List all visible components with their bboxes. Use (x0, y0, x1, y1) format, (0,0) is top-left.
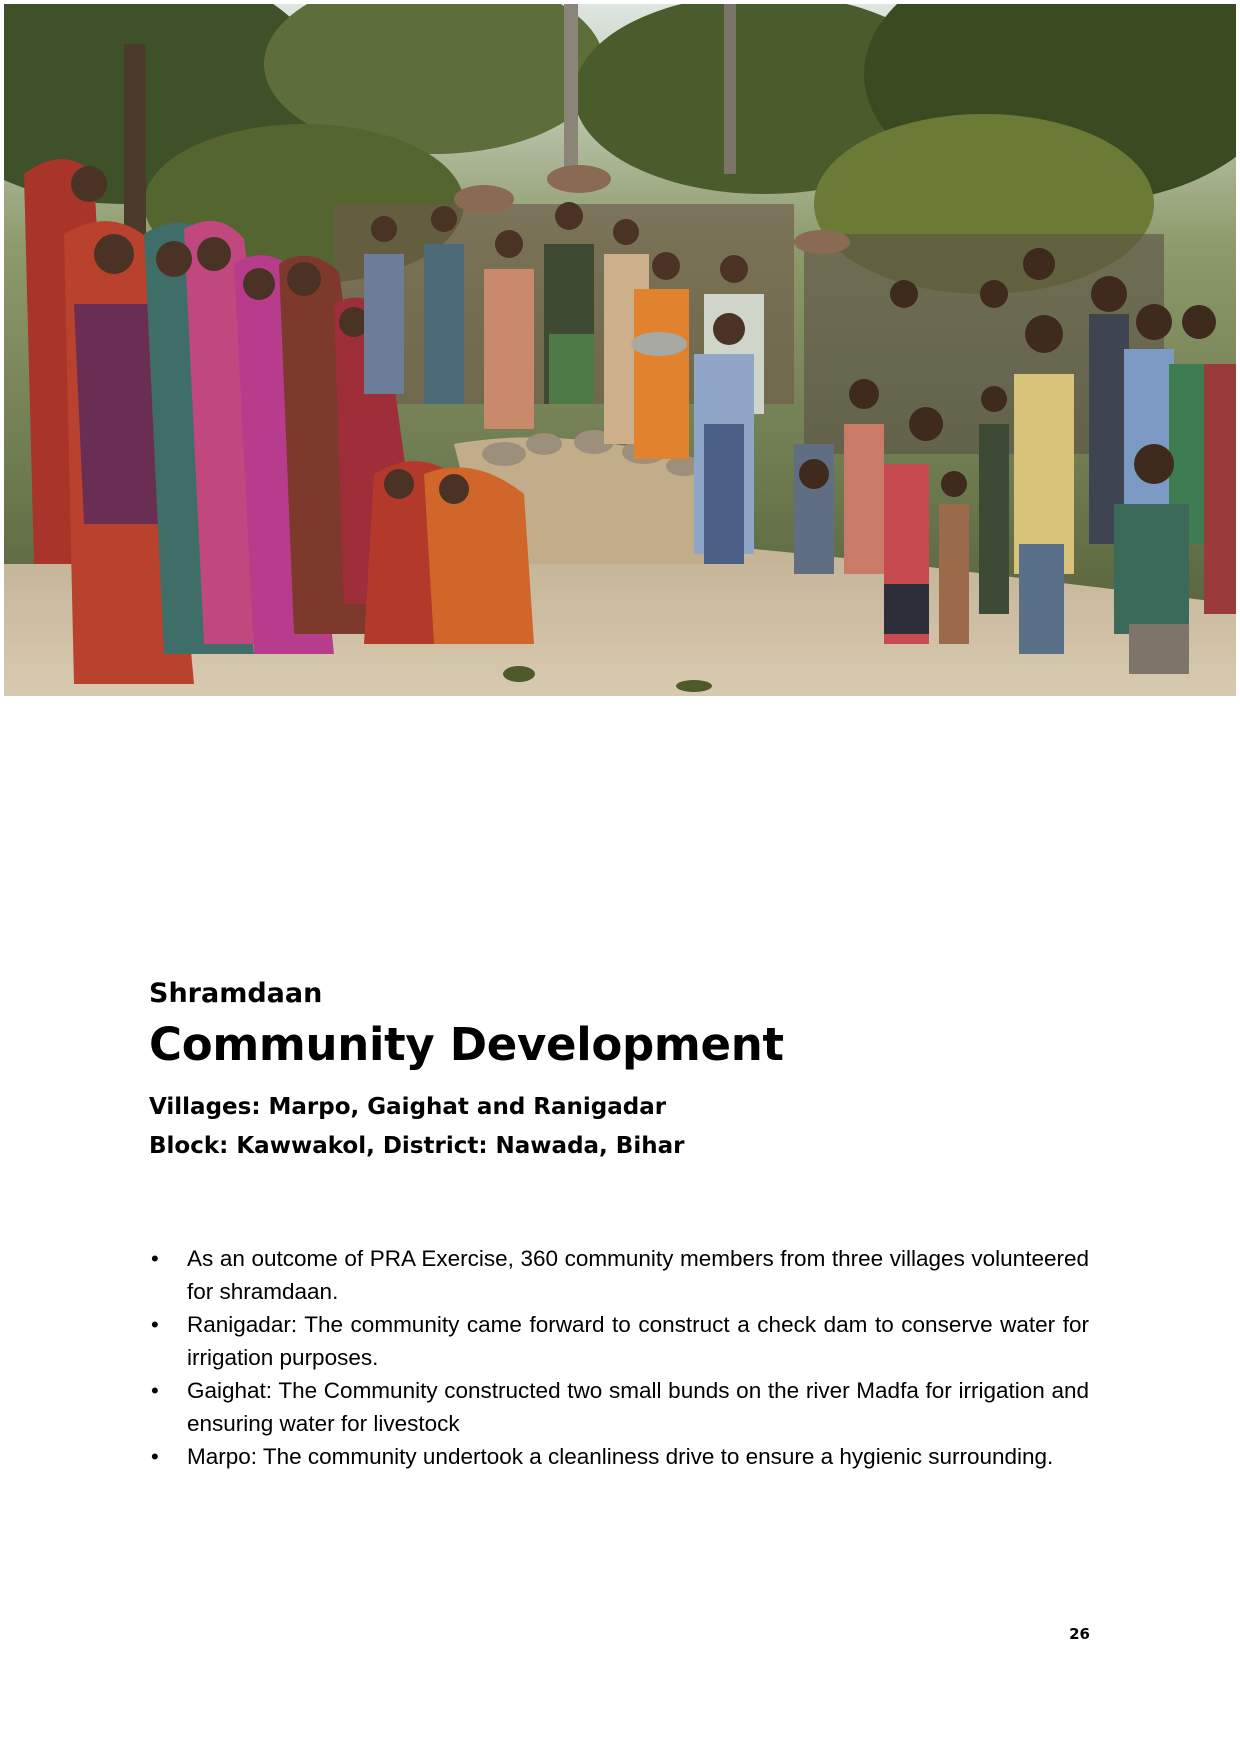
location-info (149, 1088, 1089, 1166)
section-kicker: Shramdaan (149, 978, 323, 1009)
list-item-text: Gaighat: The Community constructed two small bunds on the river Madfa for irrigation and ensuring water for livestock (187, 1378, 1089, 1436)
list-item (149, 1374, 1089, 1440)
bullet-icon: • (151, 1378, 159, 1403)
list-item (149, 1242, 1089, 1308)
bullet-icon: • (151, 1312, 159, 1337)
bullet-icon: • (151, 1246, 159, 1271)
group-photo-illustration (4, 4, 1236, 696)
activity-list (149, 1242, 1089, 1473)
group-photo (4, 4, 1236, 696)
list-item (149, 1440, 1089, 1473)
block-district-line: Block: Kawwakol, District: Nawada, Bihar (149, 1133, 685, 1159)
list-item-text: Marpo: The community undertook a cleanliness drive to ensure a hygienic surrounding. (187, 1444, 1054, 1469)
page-number: 26 (1069, 1625, 1090, 1643)
list-item-text: Ranigadar: The community came forward to construct a check dam to conserve water for irrigation purposes. (187, 1312, 1089, 1370)
list-item (149, 1308, 1089, 1374)
list-item-text: As an outcome of PRA Exercise, 360 community members from three villages volunteered for shramdaan. (187, 1246, 1089, 1304)
bullet-icon: • (151, 1444, 159, 1469)
page-title: Community Development (149, 1018, 784, 1071)
villages-line: Villages: Marpo, Gaighat and Ranigadar (149, 1094, 667, 1120)
